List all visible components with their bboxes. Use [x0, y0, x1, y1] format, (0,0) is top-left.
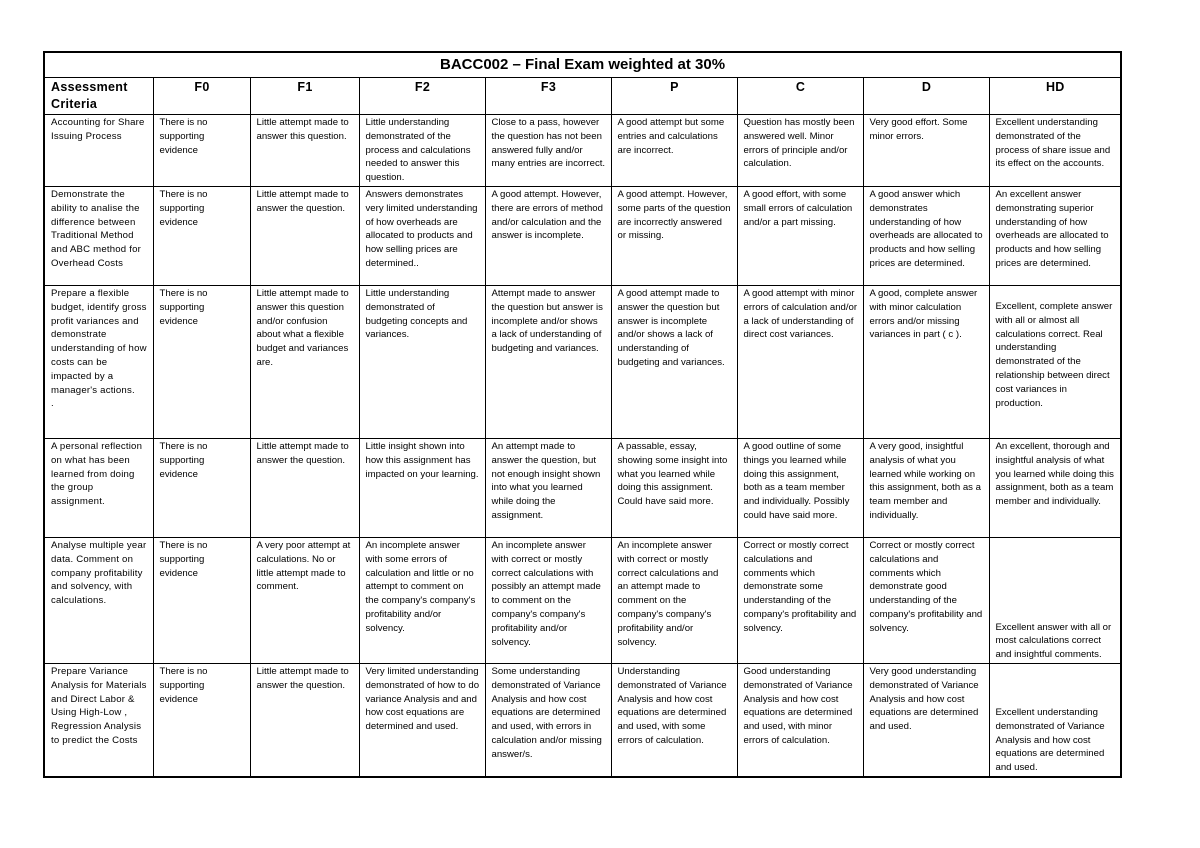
header-row	[44, 78, 1121, 115]
criteria-cell: Prepare Variance Analysis for Materials and Direct Labor & Using High-Low , Regression Analysis to predict the Costs	[44, 663, 153, 777]
rubric-cell-d: Very good understanding demonstrated of Variance Analysis and how cost equations are determined and used.	[863, 663, 989, 777]
rubric-cell-f2: Little understanding demonstrated of budgeting concepts and variances.	[359, 285, 485, 438]
rubric-cell-f2: Very limited understanding demonstrated of how to do variance Analysis and and how cost equations are determined and used.	[359, 663, 485, 777]
rubric-cell-f2: An incomplete answer with some errors of calculation and little or no attempt to comment on the company's company's profitability and/or solvency.	[359, 537, 485, 663]
rubric-cell-f1: Little attempt made to answer this question.	[250, 115, 359, 187]
rubric-cell-f1: Little attempt made to answer this question and/or confusion about what a flexible budget and variances are.	[250, 285, 359, 438]
rubric-cell-hd: An excellent answer demonstrating superior understanding of how overheads are allocated to products and how selling prices are determined.	[989, 186, 1121, 285]
rubric-cell-c: Question has mostly been answered well. Minor errors of principle and/or calculation.	[737, 115, 863, 187]
rubric-cell-c: Correct or mostly correct calculations and comments which demonstrate some understanding of the company's profitability and solvency.	[737, 537, 863, 663]
rubric-cell-f0: There is no supporting evidence	[153, 186, 250, 285]
criteria-cell: Accounting for Share Issuing Process	[44, 115, 153, 187]
rubric-cell-c: Good understanding demonstrated of Variance Analysis and how cost equations are determined and used, with minor errors of calculation.	[737, 663, 863, 777]
header-grade-c: C	[737, 78, 863, 115]
rubric-cell-p: Understanding demonstrated of Variance Analysis and how cost equations are determined and used, with some errors of calculation.	[611, 663, 737, 777]
rubric-cell-hd: Excellent answer with all or most calculations correct and insightful comments.	[989, 537, 1121, 663]
rubric-cell-d: A good answer which demonstrates understanding of how overheads are allocated to products and how selling prices are determined.	[863, 186, 989, 285]
rubric-cell-f3: Close to a pass, however the question has not been answered fully and/or many entries are incorrect.	[485, 115, 611, 187]
rubric-cell-f2: Little understanding demonstrated of the process and calculations needed to answer this question.	[359, 115, 485, 187]
criteria-cell: Analyse multiple year data. Comment on company profitability and solvency, with calculations.	[44, 537, 153, 663]
header-grade-f1: F1	[250, 78, 359, 115]
rubric-cell-hd: Excellent, complete answer with all or almost all calculations correct. Real understanding demonstrated of the relationship between direct cost variances in production.	[989, 285, 1121, 438]
header-grade-f0: F0	[153, 78, 250, 115]
rubric-cell-d: Very good effort. Some minor errors.	[863, 115, 989, 187]
criteria-cell: Demonstrate the ability to analise the difference between Traditional Method and ABC method for Overhead Costs	[44, 186, 153, 285]
rubric-cell-f2: Little insight shown into how this assignment has impacted on your learning.	[359, 438, 485, 537]
rubric-cell-d: Correct or mostly correct calculations and comments which demonstrate good understanding of the company's profitability and solvency.	[863, 537, 989, 663]
rubric-cell-p: A good attempt made to answer the question but answer is incomplete and/or shows a lack of understanding of budgeting and variances.	[611, 285, 737, 438]
rubric-cell-f0: There is no supporting evidence	[153, 115, 250, 187]
header-criteria: Assessment Criteria	[44, 78, 153, 115]
rubric-cell-f3: A good attempt. However, there are errors of method and/or calculation and the answer is incomplete.	[485, 186, 611, 285]
rubric-cell-f0: There is no supporting evidence	[153, 537, 250, 663]
rubric-cell-f2: Answers demonstrates very limited understanding of how overheads are allocated to products and how selling prices are determined..	[359, 186, 485, 285]
table-row	[44, 186, 1121, 285]
criteria-text: Prepare a flexible budget, identify gross profit variances and demonstrate understanding of how costs can be impacted by a manager's actions.	[51, 287, 147, 396]
rubric-cell-f3: An incomplete answer with correct or mostly correct calculations with possibly an attempt made to comment on the company's company's profitability and/or solvency.	[485, 537, 611, 663]
rubric-cell-f3: Some understanding demonstrated of Variance Analysis and how cost equations are determined and used, with errors in calculation and/or missing answer/s.	[485, 663, 611, 777]
rubric-cell-hd: An excellent, thorough and insightful analysis of what you learned while doing this assignment, both as a team member and individually.	[989, 438, 1121, 537]
rubric-cell-p: A passable, essay, showing some insight into what you learned while doing this assignment. Could have said more.	[611, 438, 737, 537]
rubric-cell-c: A good effort, with some small errors of calculation and/or a part missing.	[737, 186, 863, 285]
rubric-cell-f1: Little attempt made to answer the question.	[250, 663, 359, 777]
header-grade-d: D	[863, 78, 989, 115]
rubric-cell-p: A good attempt but some entries and calculations are incorrect.	[611, 115, 737, 187]
rubric-cell-p: An incomplete answer with correct or mostly correct calculations and an attempt made to comment on the company's company's profitability and/or solvency.	[611, 537, 737, 663]
rubric-table	[43, 51, 1122, 778]
title-row	[44, 52, 1121, 78]
rubric-cell-f1: A very poor attempt at calculations. No or little attempt made to comment.	[250, 537, 359, 663]
rubric-cell-f3: Attempt made to answer the question but answer is incomplete and/or shows a lack of understanding of budgeting and variances.	[485, 285, 611, 438]
rubric-cell-p: A good attempt. However, some parts of the question are incorrectly answered or missing.	[611, 186, 737, 285]
rubric-cell-d: A very good, insightful analysis of what you learned while working on this assignment, both as a team member and individually.	[863, 438, 989, 537]
rubric-cell-hd: Excellent understanding demonstrated of Variance Analysis and how cost equations are determined and used.	[989, 663, 1121, 777]
rubric-cell-f0: There is no supporting evidence	[153, 663, 250, 777]
rubric-cell-f1: Little attempt made to answer the question.	[250, 186, 359, 285]
rubric-cell-f3: An attempt made to answer the question, but not enough insight shown into what you learned while doing the assignment.	[485, 438, 611, 537]
rubric-cell-f1: Little attempt made to answer the question.	[250, 438, 359, 537]
rubric-cell-c: A good attempt with minor errors of calculation and/or a lack of understanding of direct cost variances.	[737, 285, 863, 438]
criteria-tail: .	[51, 398, 54, 410]
header-grade-hd: HD	[989, 78, 1121, 115]
rubric-cell-c: A good outline of some things you learned while doing this assignment, both as a team member and individually. Possibly could have said more.	[737, 438, 863, 537]
header-grade-f2: F2	[359, 78, 485, 115]
table-row	[44, 438, 1121, 537]
criteria-cell: A personal reflection on what has been learned from doing the group assignment.	[44, 438, 153, 537]
table-row	[44, 663, 1121, 777]
table-row	[44, 115, 1121, 187]
header-grade-p: P	[611, 78, 737, 115]
table-row	[44, 285, 1121, 438]
rubric-cell-f0: There is no supporting evidence	[153, 438, 250, 537]
rubric-cell-f0: There is no supporting evidence	[153, 285, 250, 438]
rubric-cell-d: A good, complete answer with minor calculation errors and/or missing variances in part ( c ).	[863, 285, 989, 438]
rubric-title: BACC002 – Final Exam weighted at 30%	[44, 52, 1121, 78]
header-grade-f3: F3	[485, 78, 611, 115]
criteria-cell	[44, 285, 153, 438]
table-row	[44, 537, 1121, 663]
rubric-cell-hd: Excellent understanding demonstrated of the process of share issue and its effect on the accounts.	[989, 115, 1121, 187]
